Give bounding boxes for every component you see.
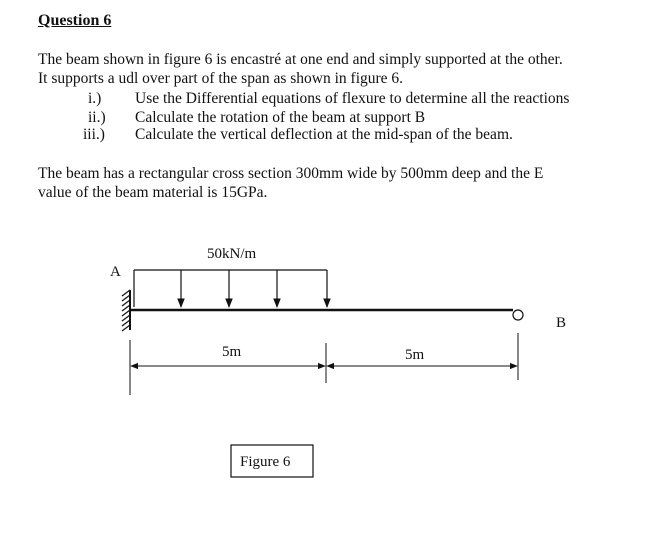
figure-caption: Figure 6 — [240, 454, 291, 470]
span-1-label: 5m — [222, 344, 242, 360]
item-text-2: Calculate the rotation of the beam at support B — [135, 109, 426, 126]
dimension-lines — [130, 333, 518, 395]
roller-support-b — [513, 310, 523, 320]
support-a-label: A — [110, 264, 121, 280]
item-text-1: Use the Differential equations of flexure to determine all the reactions — [135, 90, 570, 107]
section-line-2: value of the beam material is 15GPa. — [38, 184, 268, 201]
intro-line-2: It supports a udl over part of the span as shown in figure 6. — [38, 70, 404, 87]
udl-label: 50kN/m — [207, 246, 257, 262]
question-heading: Question 6 — [38, 12, 112, 29]
item-number-2: ii.) — [88, 109, 106, 126]
fixed-support-a — [122, 290, 130, 331]
item-text-3: Calculate the vertical deflection at the mid-span of the beam. — [135, 126, 513, 143]
support-b-label: B — [556, 315, 567, 331]
item-number-3: iii.) — [83, 126, 105, 143]
span-2-label: 5m — [405, 347, 425, 363]
section-line-1: The beam has a rectangular cross section 300mm wide by 500mm deep and the E — [38, 165, 544, 182]
intro-line-1: The beam shown in figure 6 is encastré at one end and simply supported at the other. — [38, 51, 563, 68]
item-number-1: i.) — [88, 90, 102, 107]
udl-load — [134, 270, 327, 307]
